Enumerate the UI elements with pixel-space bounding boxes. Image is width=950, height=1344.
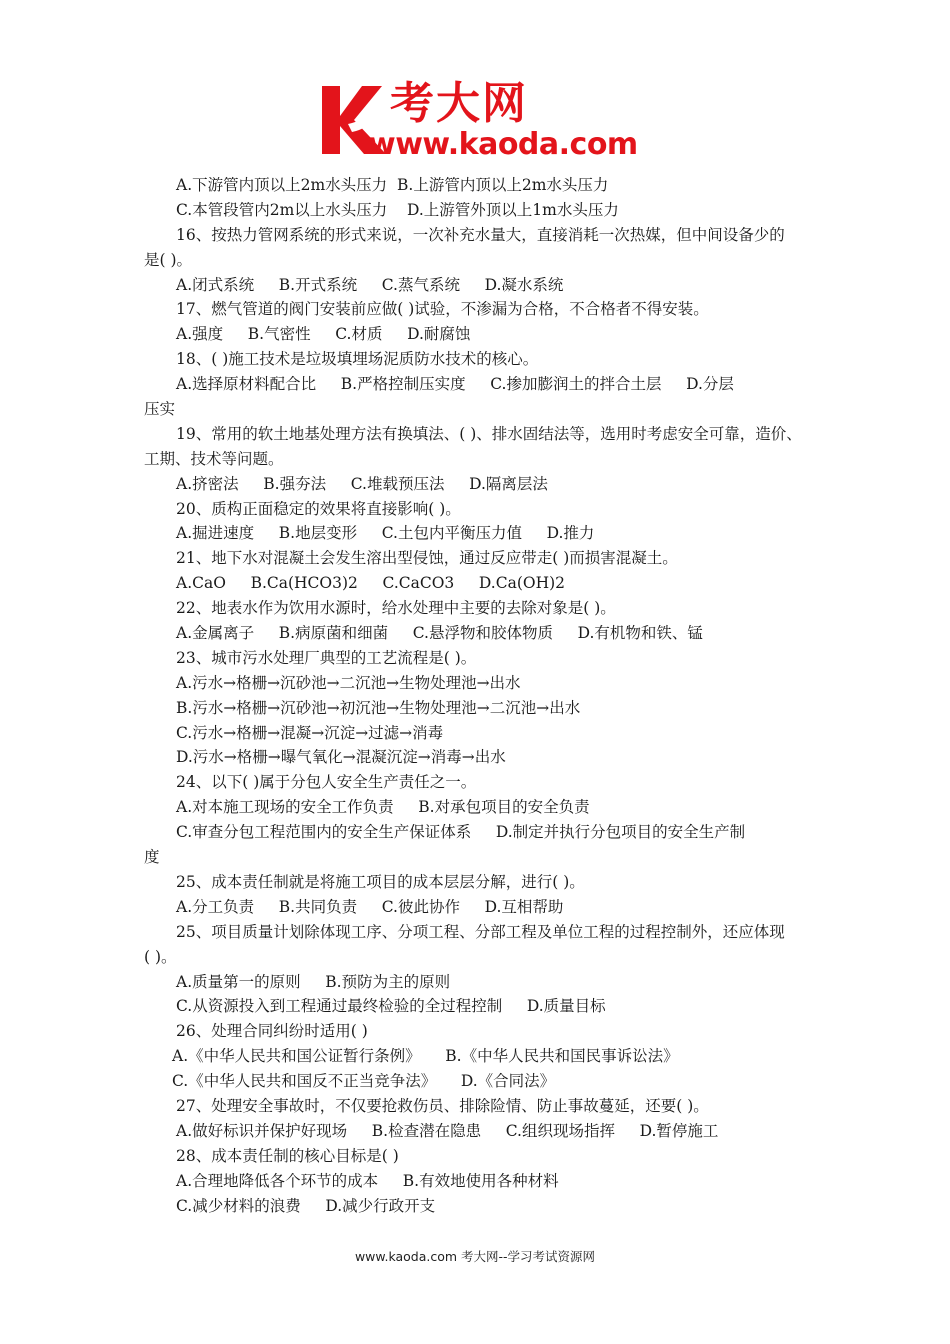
text-line: 19、常用的软土地基处理方法有换填法、( )、排水固结法等，选用时考虑安全可靠，造价、	[176, 424, 802, 443]
document-body	[144, 173, 824, 1218]
text-line: 26、处理合同纠纷时适用( )	[176, 1022, 368, 1041]
text-line: 17、燃气管道的阀门安装前应做( )试验，不渗漏为合格，不合格者不得安装。	[176, 300, 709, 319]
text-line: A.对本施工现场的安全工作负责 B.对承包项目的安全负责	[176, 798, 590, 817]
text-line: 25、项目质量计划除体现工序、分项工程、分部工程及单位工程的过程控制外，还应体现	[176, 922, 785, 941]
text-line: A.《中华人民共和国公证暂行条例》 B.《中华人民共和国民事诉讼法》	[172, 1047, 679, 1066]
text-line: A.闭式系统 B.开式系统 C.蒸气系统 D.凝水系统	[176, 275, 564, 294]
text-line: 20、质构正面稳定的效果将直接影响( )。	[176, 499, 461, 518]
logo-title: 考大网	[390, 78, 528, 129]
text-line: D.污水→格栅→曝气氧化→混凝沉淀→消毒→出水	[176, 748, 506, 767]
text-line: 21、地下水对混凝土会发生溶出型侵蚀，通过反应带走( )而损害混凝土。	[176, 549, 678, 568]
text-line: A.掘进速度 B.地层变形 C.土包内平衡压力值 D.推力	[176, 524, 595, 543]
text-line: 工期、技术等问题。	[144, 449, 284, 468]
text-line: A.CaO B.Ca(HCO3)2 C.CaCO3 D.Ca(OH)2	[176, 574, 565, 593]
text-line: 度	[144, 848, 160, 867]
text-line: 22、地表水作为饮用水源时，给水处理中主要的去除对象是( )。	[176, 599, 616, 618]
text-line: 25、成本责任制就是将施工项目的成本层层分解，进行( )。	[176, 872, 585, 891]
text-line: A.质量第一的原则 B.预防为主的原则	[176, 972, 451, 991]
text-line: A.选择原材料配合比 B.严格控制压实度 C.掺加膨润土的拌合土层 D.分层	[176, 375, 734, 394]
text-line: A.分工负责 B.共同负责 C.彼此协作 D.互相帮助	[176, 897, 564, 916]
text-line: 16、按热力管网系统的形式来说，一次补充水量大，直接消耗一次热媒，但中间设备少的	[176, 225, 785, 244]
text-line: 23、城市污水处理厂典型的工艺流程是( )。	[176, 648, 477, 667]
text-line: C.污水→格栅→混凝→沉淀→过滤→消毒	[176, 723, 444, 742]
text-line: B.污水→格栅→沉砂池→初沉池→生物处理池→二沉池→出水	[176, 698, 581, 717]
site-logo	[318, 80, 648, 162]
logo-url: www.kaoda.com	[368, 127, 638, 162]
text-line: A.做好标识并保护好现场 B.检查潜在隐患 C.组织现场指挥 D.暂停施工	[176, 1121, 719, 1140]
text-line: 18、( )施工技术是垃圾填埋场泥质防水技术的核心。	[176, 350, 539, 369]
text-line: A.强度 B.气密性 C.材质 D.耐腐蚀	[176, 325, 471, 344]
text-line: 压实	[144, 400, 176, 419]
text-line: ( )。	[144, 947, 177, 966]
text-line: A.下游管内顶以上2m水头压力 B.上游管内顶以上2m水头压力	[176, 176, 609, 194]
text-line: A.金属离子 B.病原菌和细菌 C.悬浮物和胶体物质 D.有机物和铁、锰	[176, 624, 703, 643]
text-line: 28、成本责任制的核心目标是( )	[176, 1146, 399, 1165]
text-line: 是( )。	[144, 250, 193, 269]
text-line: A.挤密法 B.强夯法 C.堆载预压法 D.隔离层法	[176, 474, 548, 493]
text-line: 24、以下( )属于分包人安全生产责任之一。	[176, 773, 477, 792]
text-line: C.《中华人民共和国反不正当竞争法》 D.《合同法》	[172, 1072, 556, 1091]
text-line: A.污水→格栅→沉砂池→二沉池→生物处理池→出水	[176, 673, 521, 692]
text-line: C.减少材料的浪费 D.减少行政开支	[176, 1196, 436, 1215]
page-footer: www.kaoda.com 考大网--学习考试资源网	[354, 1249, 596, 1264]
text-line: C.从资源投入到工程通过最终检验的全过程控制 D.质量目标	[176, 997, 606, 1016]
text-line: C.审查分包工程范围内的安全生产保证体系 D.制定并执行分包项目的安全生产制	[176, 823, 746, 842]
text-line: C.本管段管内2m以上水头压力 D.上游管外顶以上1m水头压力	[176, 200, 619, 219]
text-line: A.合理地降低各个环节的成本 B.有效地使用各种材料	[176, 1171, 559, 1190]
text-line: 27、处理安全事故时，不仅要抢救伤员、排除险情、防止事故蔓延，还要( )。	[176, 1096, 709, 1115]
